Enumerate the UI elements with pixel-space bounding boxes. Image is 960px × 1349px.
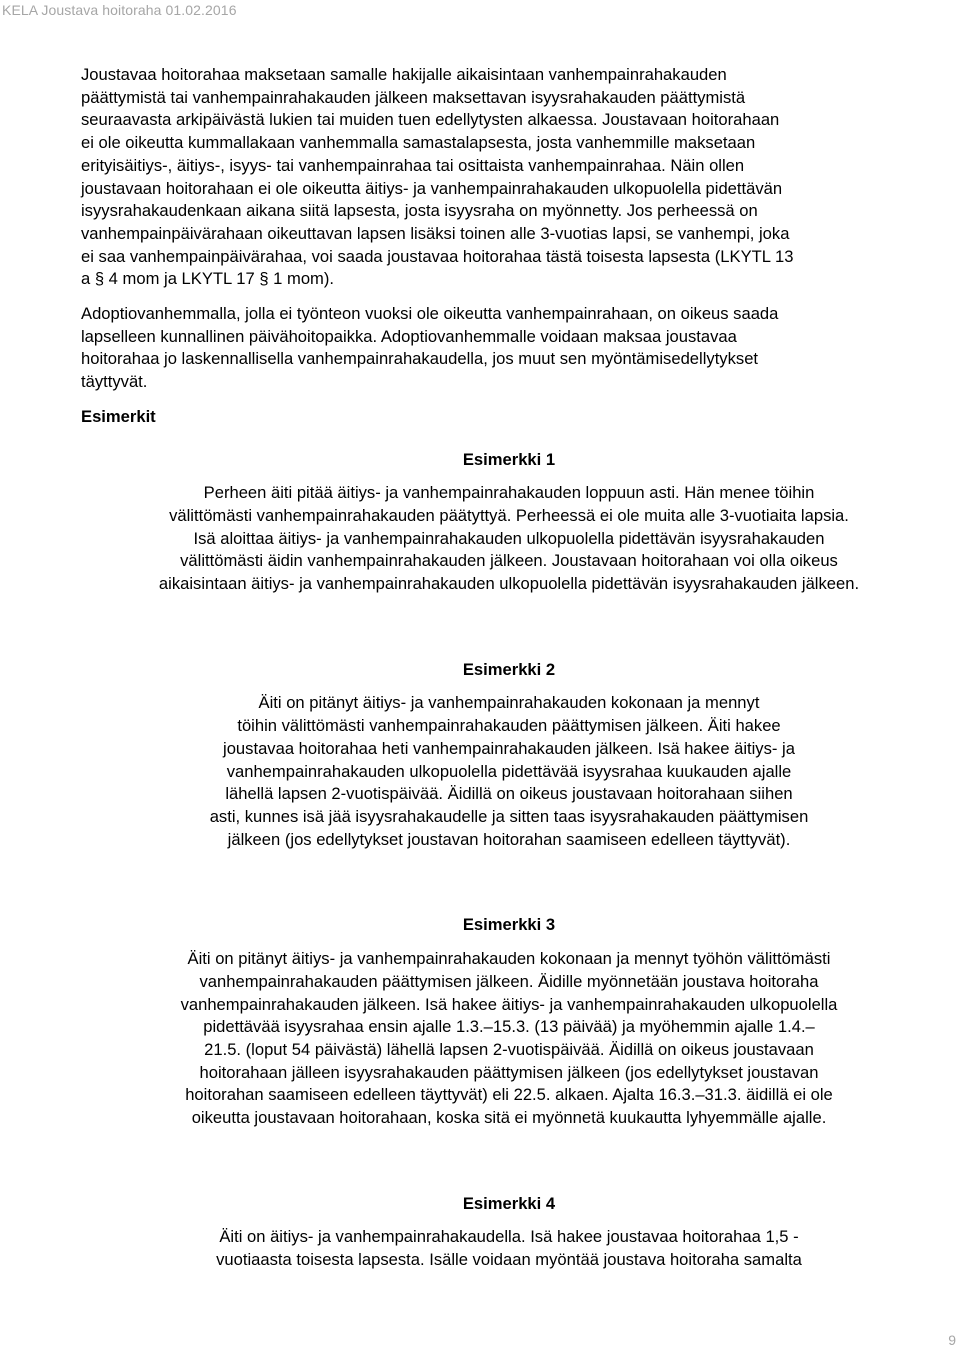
- example-line: oikeutta joustavaan hoitorahaan, koska sitä ei myönnetä kuukautta lyhyemmälle ajalle.: [191, 1108, 827, 1128]
- example-line: 21.5. (loput 54 päivästä) lähellä lapsen 2-vuotispäivää. Äidillä on oikeus joustavaan: [204, 1039, 814, 1059]
- example-line: hoitorahaan jälleen isyysrahakauden päättymisen jälkeen (jos edellytykset joustavan: [199, 1062, 819, 1082]
- example-line: vanhempainrahakauden ulkopuolella pidettävää isyysrahaa kuukauden ajalle: [226, 761, 792, 781]
- example-4: [81, 1193, 937, 1272]
- text-line: ei saa vanhempainpäivärahaa, voi saada joustavaa hoitorahaa tästä toisesta lapsesta (LKYTL 13: [81, 246, 794, 266]
- example-line: aikaisintaan äitiys- ja vanhempainrahakauden ulkopuolella pidettävän isyysrahakauden jälkeen.: [158, 574, 860, 594]
- example-line: lähellä lapsen 2-vuotispäivää. Äidillä on oikeus joustavaan hoitorahaan siihen: [225, 784, 793, 804]
- text-line: erityisäitiys-, äitiys-, isyys- tai vanhempainrahaa tai osittaista vanhempainrahaa. Näin ollen: [81, 155, 745, 175]
- text-line: ei ole oikeutta kummallakaan vanhemmalla samastalapsesta, josta vanhemmille maksetaan: [81, 133, 756, 153]
- text-line: seuraavasta arkipäivästä lukien tai muiden tuen edellytysten alkaessa. Joustavaan hoitorahaan: [81, 110, 780, 130]
- example-3: [81, 914, 937, 1129]
- example-line: pidettävää isyysrahaa ensin ajalle 1.3.–15.3. (13 päivää) ja myöhemmin ajalle 1.4.–: [203, 1017, 815, 1037]
- text-line: Adoptiovanhemmalla, jolla ei työnteon vuoksi ole oikeutta vanhempainrahaan, on oikeus saada: [81, 304, 779, 324]
- example-line: joustavaa hoitorahaa heti vanhempainrahakauden jälkeen. Isä hakee äitiys- ja: [223, 738, 795, 758]
- example-line: välittömästi äidin vanhempainrahakauden jälkeen. Joustavaan hoitorahaan voi olla oikeus: [180, 551, 838, 571]
- paragraph-eligibility: [81, 64, 937, 291]
- text-line: täyttyvät.: [81, 372, 148, 392]
- text-line: Joustavaa hoitorahaa maksetaan samalle hakijalle aikaisintaan vanhempainrahakauden: [81, 65, 727, 84]
- example-line: vuotiaasta toisesta lapsesta. Isälle voidaan myöntää joustava hoitoraha samalta: [216, 1250, 802, 1270]
- page-number: 9: [948, 1332, 956, 1348]
- example-title: Esimerkki 3: [462, 915, 556, 935]
- example-title: Esimerkki 4: [462, 1193, 556, 1213]
- document-header: KELA Joustava hoitoraha 01.02.2016: [2, 2, 237, 18]
- text-line: päättymistä tai vanhempainrahakauden jälkeen maksettavan isyysrahakauden päättymistä: [81, 87, 746, 107]
- example-line: Äiti on äitiys- ja vanhempainrahakaudella. Isä hakee joustavaa hoitorahaa 1,5 -: [219, 1227, 799, 1247]
- text-line: a § 4 mom ja LKYTL 17 § 1 mom).: [81, 269, 335, 289]
- document-body: [81, 64, 937, 1272]
- example-line: Perheen äiti pitää äitiys- ja vanhempainrahakauden loppuun asti. Hän menee töihin: [203, 483, 815, 503]
- example-line: vanhempainrahakauden päättymisen jälkeen. Äidille myönnetään joustava hoitoraha: [199, 971, 819, 991]
- example-line: Äiti on pitänyt äitiys- ja vanhempainrahakauden kokonaan ja mennyt: [258, 693, 760, 713]
- example-line: välittömästi vanhempainrahakauden päätyttyä. Perheessä ei ole muita alle 3-vuotiaita lapsia.: [169, 505, 849, 525]
- example-line: vanhempainrahakauden jälkeen. Isä hakee äitiys- ja vanhempainrahakauden ulkopuolella: [180, 994, 838, 1014]
- example-line: Isä aloittaa äitiys- ja vanhempainrahakauden ulkopuolella pidettävän isyysrahakauden: [193, 528, 825, 548]
- example-title: Esimerkki 1: [462, 449, 556, 469]
- example-line: Äiti on pitänyt äitiys- ja vanhempainrahakauden kokonaan ja mennyt työhön välittömästi: [187, 949, 831, 969]
- example-title: Esimerkki 2: [462, 659, 556, 679]
- example-line: hoitorahan saamiseen edelleen täyttyvät) eli 22.5. alkaen. Ajalta 16.3.–31.3. äidillä ei ole: [185, 1085, 833, 1105]
- text-line: isyysrahakaudenkaan aikana siitä lapsesta, josta isyysraha on myönnetty. Jos perheessä on: [81, 201, 758, 221]
- text-line: joustavaan hoitorahaan ei ole oikeutta äitiys- ja vanhempainrahakauden ulkopuolella pidettävän: [81, 178, 783, 198]
- paragraph-adoption: [81, 303, 937, 394]
- text-line: lapselleen kunnallinen päivähoitopaikka. Adoptiovanhemmalle voidaan maksaa joustavaa: [81, 326, 737, 346]
- text-line: hoitorahaa jo laskennallisella vanhempainrahakaudella, jos muut sen myöntämisedellytykset: [81, 349, 759, 369]
- example-line: asti, kunnes isä jää isyysrahakaudelle ja sitten taas isyysrahakauden päättymisen: [209, 806, 809, 826]
- text-line: vanhempainpäivärahaan oikeuttavan lapsen lisäksi toinen alle 3-vuotias lapsi, se vanhempi, joka: [81, 223, 790, 243]
- section-heading-examples: Esimerkit: [81, 406, 156, 426]
- example-line: jälkeen (jos edellytykset joustavan hoitorahan saamiseen edelleen täyttyvät).: [227, 829, 791, 849]
- example-2: [81, 659, 937, 852]
- example-line: töihin välittömästi vanhempainrahakauden päättymisen jälkeen. Äiti hakee: [237, 716, 781, 736]
- example-1: [81, 449, 937, 596]
